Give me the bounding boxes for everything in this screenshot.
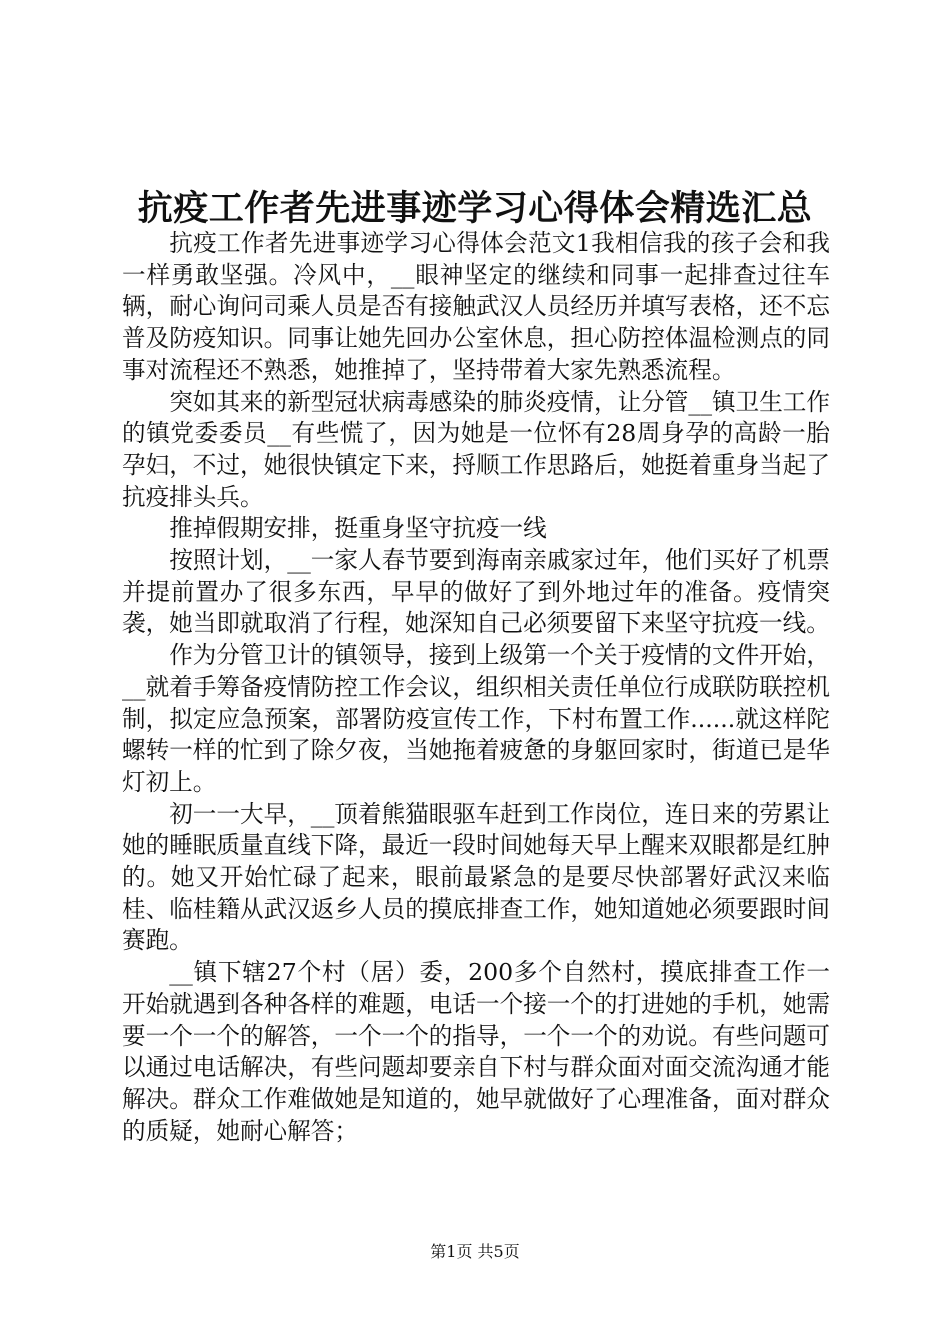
paragraph-1: 抗疫工作者先进事迹学习心得体会范文1我相信我的孩子会和我一样勇敢坚强。冷风中，__眼神坚定的继续和同事一起排查过往车辆，耐心询问司乘人员是否有接触武汉人员经历并填写表格，还不忘普及防疫知识。同事让她先回办公室休息，担心防控体温检测点的同事对流程还不熟悉，她推掉了，坚持带着大家先熟悉流程。 bbox=[122, 229, 830, 384]
paragraph-2: 突如其来的新型冠状病毒感染的肺炎疫情，让分管__镇卫生工作的镇党委委员__有些慌了，因为她是一位怀有28周身孕的高龄一胎孕妇，不过，她很快镇定下来，捋顺工作思路后，她挺着重身当起了抗疫排头兵。 bbox=[122, 387, 830, 511]
document-body bbox=[122, 228, 830, 1147]
document-title: 抗疫工作者先进事迹学习心得体会精选汇总 bbox=[137, 188, 813, 229]
paragraph-7: __镇下辖27个村（居）委，200多个自然村，摸底排查工作一开始就遇到各种各样的难题，电话一个接一个的打进她的手机，她需要一个一个的解答，一个一个的指导，一个一个的劝说。有些问题可以通过电话解决，有些问题却要亲自下村与群众面对面交流沟通才能解决。群众工作难做她是知道的，她早就做好了心理准备，面对群众的质疑，她耐心解答； bbox=[122, 958, 830, 1145]
paragraph-3: 推掉假期安排，挺重身坚守抗疫一线 bbox=[169, 514, 547, 543]
paragraph-5: 作为分管卫计的镇领导，接到上级第一个关于疫情的文件开始，__就着手筹备疫情防控工作会议，组织相关责任单位行成联防联控机制，拟定应急预案，部署防疫宣传工作，下村布置工作......就这样陀螺转一样的忙到了除夕夜，当她拖着疲惫的身躯回家时，街道已是华灯初上。 bbox=[122, 641, 830, 796]
page-footer: 第1页 共5页 bbox=[430, 1242, 520, 1261]
paragraph-6: 初一一大早，__顶着熊猫眼驱车赶到工作岗位，连日来的劳累让她的睡眠质量直线下降，最近一段时间她每天早上醒来双眼都是红肿的。她又开始忙碌了起来，眼前最紧急的是要尽快部署好武汉来临桂、临桂籍从武汉返乡人员的摸底排查工作，她知道她必须要跟时间赛跑。 bbox=[122, 799, 830, 955]
paragraph-4: 按照计划，__一家人春节要到海南亲戚家过年，他们买好了机票并提前置办了很多东西，早早的做好了到外地过年的准备。疫情突袭，她当即就取消了行程，她深知自己必须要留下来坚守抗疫一线。 bbox=[122, 546, 830, 638]
